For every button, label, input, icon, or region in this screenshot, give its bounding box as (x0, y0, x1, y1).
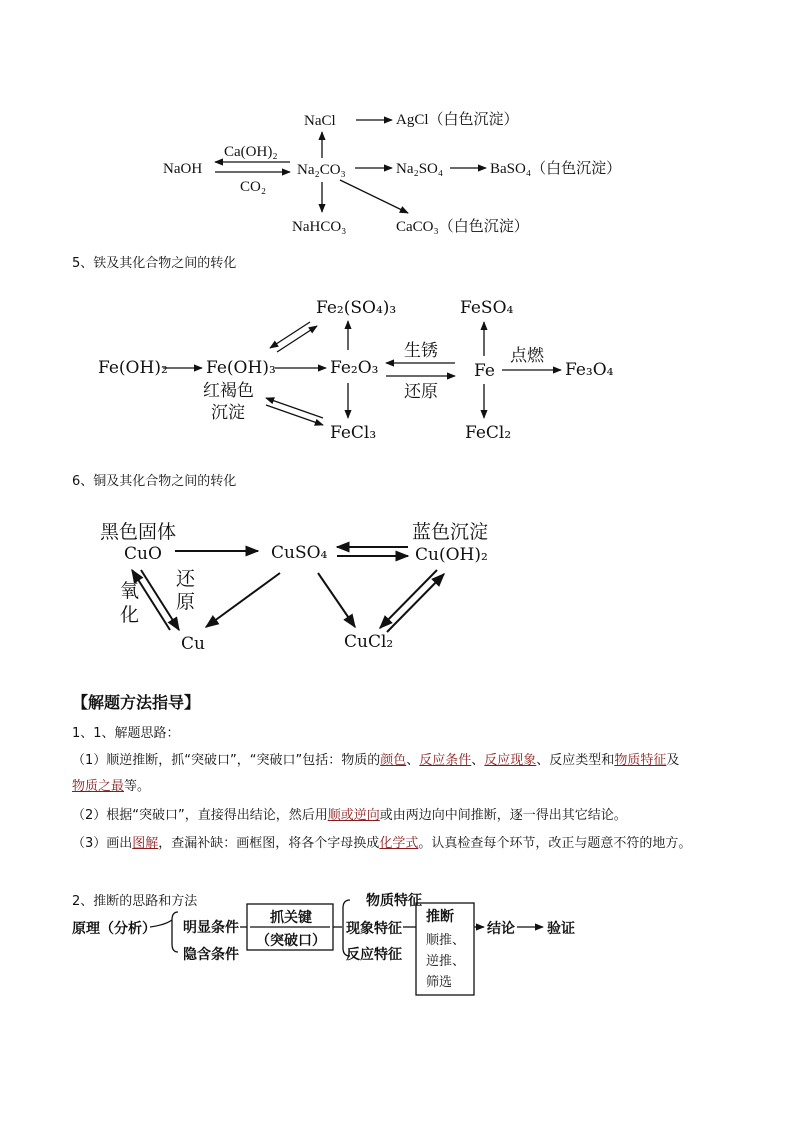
method-para-1-line-1: （1）顺逆推断，抓“突破口”，“突破口”包括：物质的颜色、反应条件、反应现象、反应类型和物质特征及 (72, 753, 680, 768)
method-item-1: 1、1、解题思路： (72, 726, 180, 741)
cucl2-label: CuCl₂ (344, 632, 394, 652)
method-para-3: （3）画出图解，查漏补缺：画框图，将各个字母换成化学式。认真检查每个环节，改正与题意不符的地方。 (72, 836, 692, 851)
flow-substance-feature: 物质特征 (366, 893, 422, 909)
baso4-label: BaSO₄（白色沉淀） (490, 161, 622, 177)
fecl2-label: FeCl₂ (465, 423, 512, 443)
flow-obvious-condition: 明显条件 (183, 920, 239, 936)
precipitate-label: 沉淀 (211, 403, 245, 423)
flow-hidden-condition: 隐含条件 (183, 947, 239, 963)
flow-breakthrough: （突破口） (256, 933, 326, 949)
term-color: 颜色 (380, 753, 407, 768)
arrow-cucl2-cuoh2 (387, 574, 444, 632)
method-item-2: 2、推断的思路和方法 (72, 894, 198, 909)
reduce-char-2: 原 (176, 591, 196, 613)
na2co3-label: Na₂CO₃ (297, 162, 346, 178)
copper-diagram (100, 521, 488, 654)
arrow-cuso4-cucl2 (318, 573, 355, 627)
arrow-cuso4-cu (206, 573, 280, 627)
term-substance-most: 物质之最 (72, 779, 125, 794)
flow-conclusion: 结论 (487, 921, 515, 937)
flow-infer: 推断 (426, 909, 454, 925)
feso4-label: FeSO₄ (460, 298, 514, 318)
fe2so43-label: Fe₂(SO₄)₃ (316, 298, 397, 318)
method-para-2: （2）根据“突破口”，直接得出结论，然后用顺或逆向或由两边向中间推断，逐一得出其它结论。 (72, 808, 627, 823)
red-brown-label: 红褐色 (203, 381, 254, 401)
flow-key: 抓关键 (270, 910, 312, 926)
flow-phenomenon-feature: 现象特征 (346, 921, 402, 937)
sodium-diagram (163, 111, 621, 235)
flow-backward: 逆推、 (426, 954, 466, 969)
flow-principle: 原理（分析） (72, 921, 156, 937)
arrow-cuoh2-cucl2 (380, 570, 437, 628)
term-diagram: 图解 (132, 836, 159, 851)
iron-diagram (98, 298, 614, 443)
fe3o4-label: Fe₃O₄ (565, 360, 614, 380)
na2so4-label: Na₂SO₄ (396, 161, 444, 177)
fecl3-label: FeCl₃ (330, 423, 377, 443)
term-forward-backward: 顺或逆向 (327, 808, 380, 823)
naoh-label: NaOH (163, 161, 203, 177)
nahco3-label: NaHCO₃ (292, 219, 347, 235)
method-para-1-line-2: 物质之最等。 (72, 779, 151, 794)
ignite-label: 点燃 (510, 346, 544, 366)
co2-label: CO₂ (240, 179, 267, 195)
term-reaction-condition: 反应条件 (419, 753, 472, 768)
blue-precipitate-label: 蓝色沉淀 (412, 521, 489, 543)
cu-label: Cu (181, 634, 205, 654)
reduce-label: 还原 (404, 382, 438, 402)
caoh2-label: Ca(OH)₂ (224, 144, 278, 160)
arrow-cuo-cu (141, 570, 179, 630)
term-chemical-formula: 化学式 (379, 836, 419, 851)
agcl-label: AgCl（白色沉淀） (396, 112, 519, 128)
method-section-title: 【解题方法指导】 (72, 693, 201, 712)
flow-verify: 验证 (547, 921, 575, 937)
rust-label: 生锈 (404, 341, 438, 361)
cuoh2-label: Cu(OH)₂ (415, 545, 488, 565)
flow-screen: 筛选 (426, 975, 453, 990)
copper-section-heading: 6、铜及其化合物之间的转化 (72, 474, 237, 489)
feoh2-label: Fe(OH)₂ (98, 358, 168, 378)
nacl-label: NaCl (304, 113, 336, 129)
fe2o3-label: Fe₂O₃ (330, 358, 379, 378)
flow-reaction-feature: 反应特征 (346, 947, 402, 963)
iron-section-heading: 5、铁及其化合物之间的转化 (72, 256, 237, 271)
cuo-label: CuO (124, 544, 162, 564)
oxidize-char-2: 化 (120, 604, 140, 626)
oxidize-char-1: 氧 (120, 580, 140, 602)
cuso4-label: CuSO₄ (271, 543, 328, 563)
term-substance-feature: 物质特征 (614, 753, 667, 768)
caco3-label: CaCO₃（白色沉淀） (396, 219, 529, 235)
term-reaction-phenomenon: 反应现象 (484, 753, 537, 768)
fe-label: Fe (474, 361, 495, 381)
reduce-char-1: 还 (176, 568, 196, 590)
black-solid-label: 黑色固体 (100, 521, 177, 543)
feoh3-label: Fe(OH)₃ (206, 358, 276, 378)
arrow-na2co3-caco3 (340, 180, 408, 213)
flow-forward: 顺推、 (426, 933, 466, 948)
conditions-brace (172, 912, 178, 952)
